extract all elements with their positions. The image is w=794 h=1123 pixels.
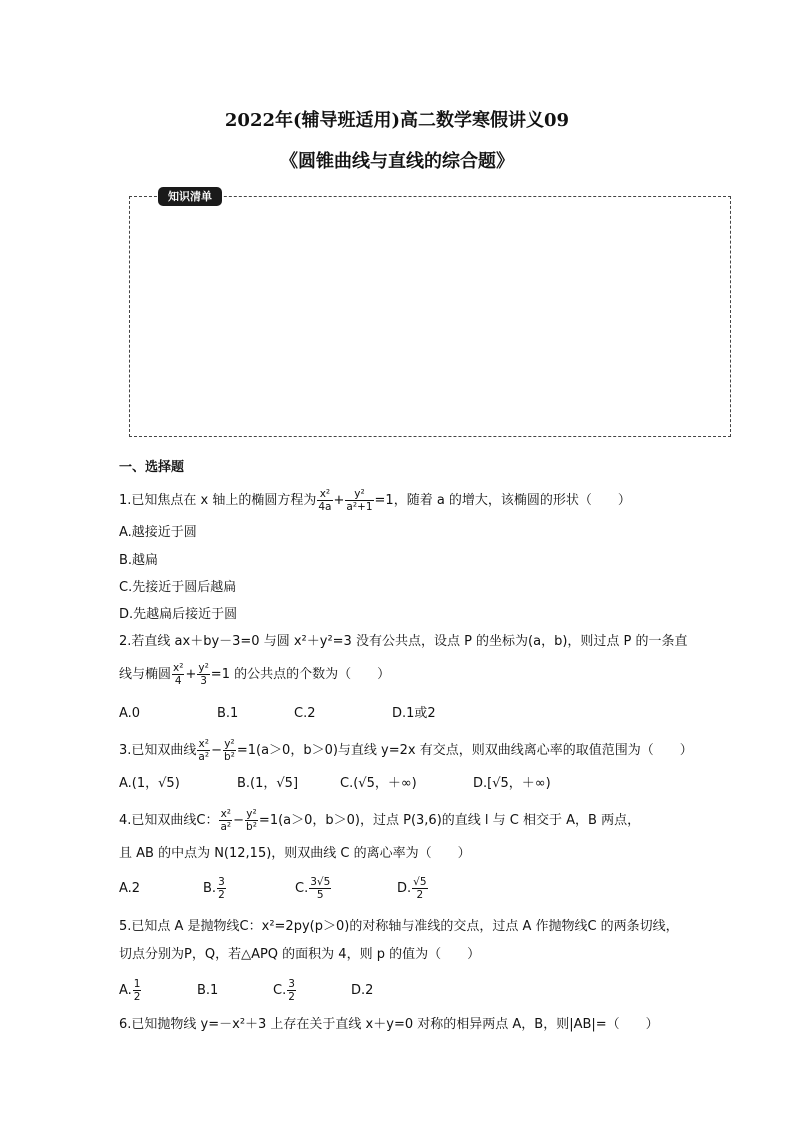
q5-option-d: D.2	[351, 983, 374, 998]
question-4-options	[119, 876, 429, 901]
section-heading: 一、选择题	[119, 460, 185, 475]
q2-option-b: B.1	[217, 706, 239, 721]
question-3-stem: 3.已知双曲线 $\frac{\text{x²}}{\text{a²}}$ − $\frac{\text{y²}}{\text{b²}}$ =1(a＞0，b＞0)与直线 y=2x 有交点，则双曲线离心率的取值范围为（ ）	[119, 738, 693, 763]
q2-option-a: A.0	[119, 706, 141, 721]
q1-plus: +	[333, 493, 345, 508]
q3-option-d: D.[√5，＋∞)	[473, 776, 551, 791]
q1-option-b: B.越扁	[119, 553, 159, 568]
question-4-stem: 4.已知双曲线C： $\frac{\text{x²}}{\text{a²}}$ − $\frac{\text{y²}}{\text{b²}}$ =1(a＞0，b＞0)，过点 P(3,6)的直线 l 与 C 相交于 A，B 两点，	[119, 808, 641, 833]
q1-option-c: C.先接近于圆后越扁	[119, 580, 237, 595]
q2-option-c: C.2	[294, 706, 316, 721]
q5-option-a: A. $\frac{1}{2}$	[119, 978, 141, 1003]
q4-option-b: B. $\frac{3}{2}$	[203, 876, 225, 901]
knowledge-box-tag: 知识清单	[158, 187, 222, 206]
question-3-options	[119, 775, 551, 793]
question-4-line-2: 且 AB 的中点为 N(12,15)，则双曲线 C 的离心率为（ ）	[119, 846, 471, 861]
q4-option-c: C. $\frac{3√5}{5}$	[295, 876, 331, 901]
q1-text-post: =1，随着 a 的增大，该椭圆的形状（ ）	[374, 493, 631, 508]
question-6-line-1: 6.已知抛物线 y=－x²＋3 上存在关于直线 x＋y=0 对称的相异两点 A，B，则|AB|=（ ）	[119, 1017, 659, 1032]
q2-fraction-1: $\frac{\text{x²}}{4}$	[173, 662, 184, 687]
q4-fraction-2: $\frac{\text{y²}}{\text{b²}}$	[246, 808, 257, 833]
document-subtitle: 《圆锥曲线与直线的综合题》	[280, 151, 514, 172]
q1-text-pre: 1.已知焦点在 x 轴上的椭圆方程为	[119, 493, 317, 508]
q4-fraction-1: $\frac{\text{x²}}{\text{a²}}$	[220, 808, 232, 833]
q5-option-b: B.1	[197, 983, 219, 998]
question-5-line-1: 5.已知点 A 是抛物线C：x²=2py(p＞0)的对称轴与准线的交点，过点 A 作抛物线C 的两条切线，	[119, 919, 679, 934]
document-title: 2022年(辅导班适用)高二数学寒假讲义09	[224, 110, 570, 131]
q5-option-c: C. $\frac{3}{2}$	[273, 978, 295, 1003]
question-2-options	[119, 705, 436, 723]
q3-fraction-1: $\frac{\text{x²}}{\text{a²}}$	[198, 738, 210, 763]
q3-option-b: B.(1，√5]	[237, 776, 299, 791]
q2-fraction-2: $\frac{\text{y²}}{3}$	[198, 662, 209, 687]
question-5-line-2: 切点分别为P，Q，若△APQ 的面积为 4，则 p 的值为（ ）	[119, 947, 481, 962]
q1-option-d: D.先越扁后接近于圆	[119, 607, 238, 622]
question-2-line-1: 2.若直线 ax＋by－3=0 与圆 x²＋y²=3 没有公共点，设点 P 的坐标为(a，b)，则过点 P 的一条直	[119, 634, 688, 649]
q4-option-a: A.2	[119, 881, 141, 896]
q4-option-d: D. $\frac{√5}{2}$	[397, 876, 427, 901]
knowledge-box	[129, 196, 731, 437]
q3-option-a: A.(1，√5)	[119, 776, 180, 791]
q1-option-a: A.越接近于圆	[119, 525, 197, 540]
q2-option-d: D.1或2	[392, 706, 436, 721]
question-2-line-2: 线与椭圆 $\frac{\text{x²}}{4}$ + $\frac{\text{y²}}{3}$ =1 的公共点的个数为（ ）	[119, 662, 391, 687]
q1-fraction-2: $\frac{\text{y²}}{\text{a²+1}}$	[346, 488, 373, 513]
q1-fraction-1: $\frac{\text{x²}}{4a}$	[318, 488, 332, 513]
question-5-options	[119, 978, 373, 1003]
q3-fraction-2: $\frac{\text{y²}}{\text{b²}}$	[223, 738, 235, 763]
question-1-stem	[119, 488, 631, 513]
q3-option-c: C.(√5，＋∞)	[340, 776, 417, 791]
